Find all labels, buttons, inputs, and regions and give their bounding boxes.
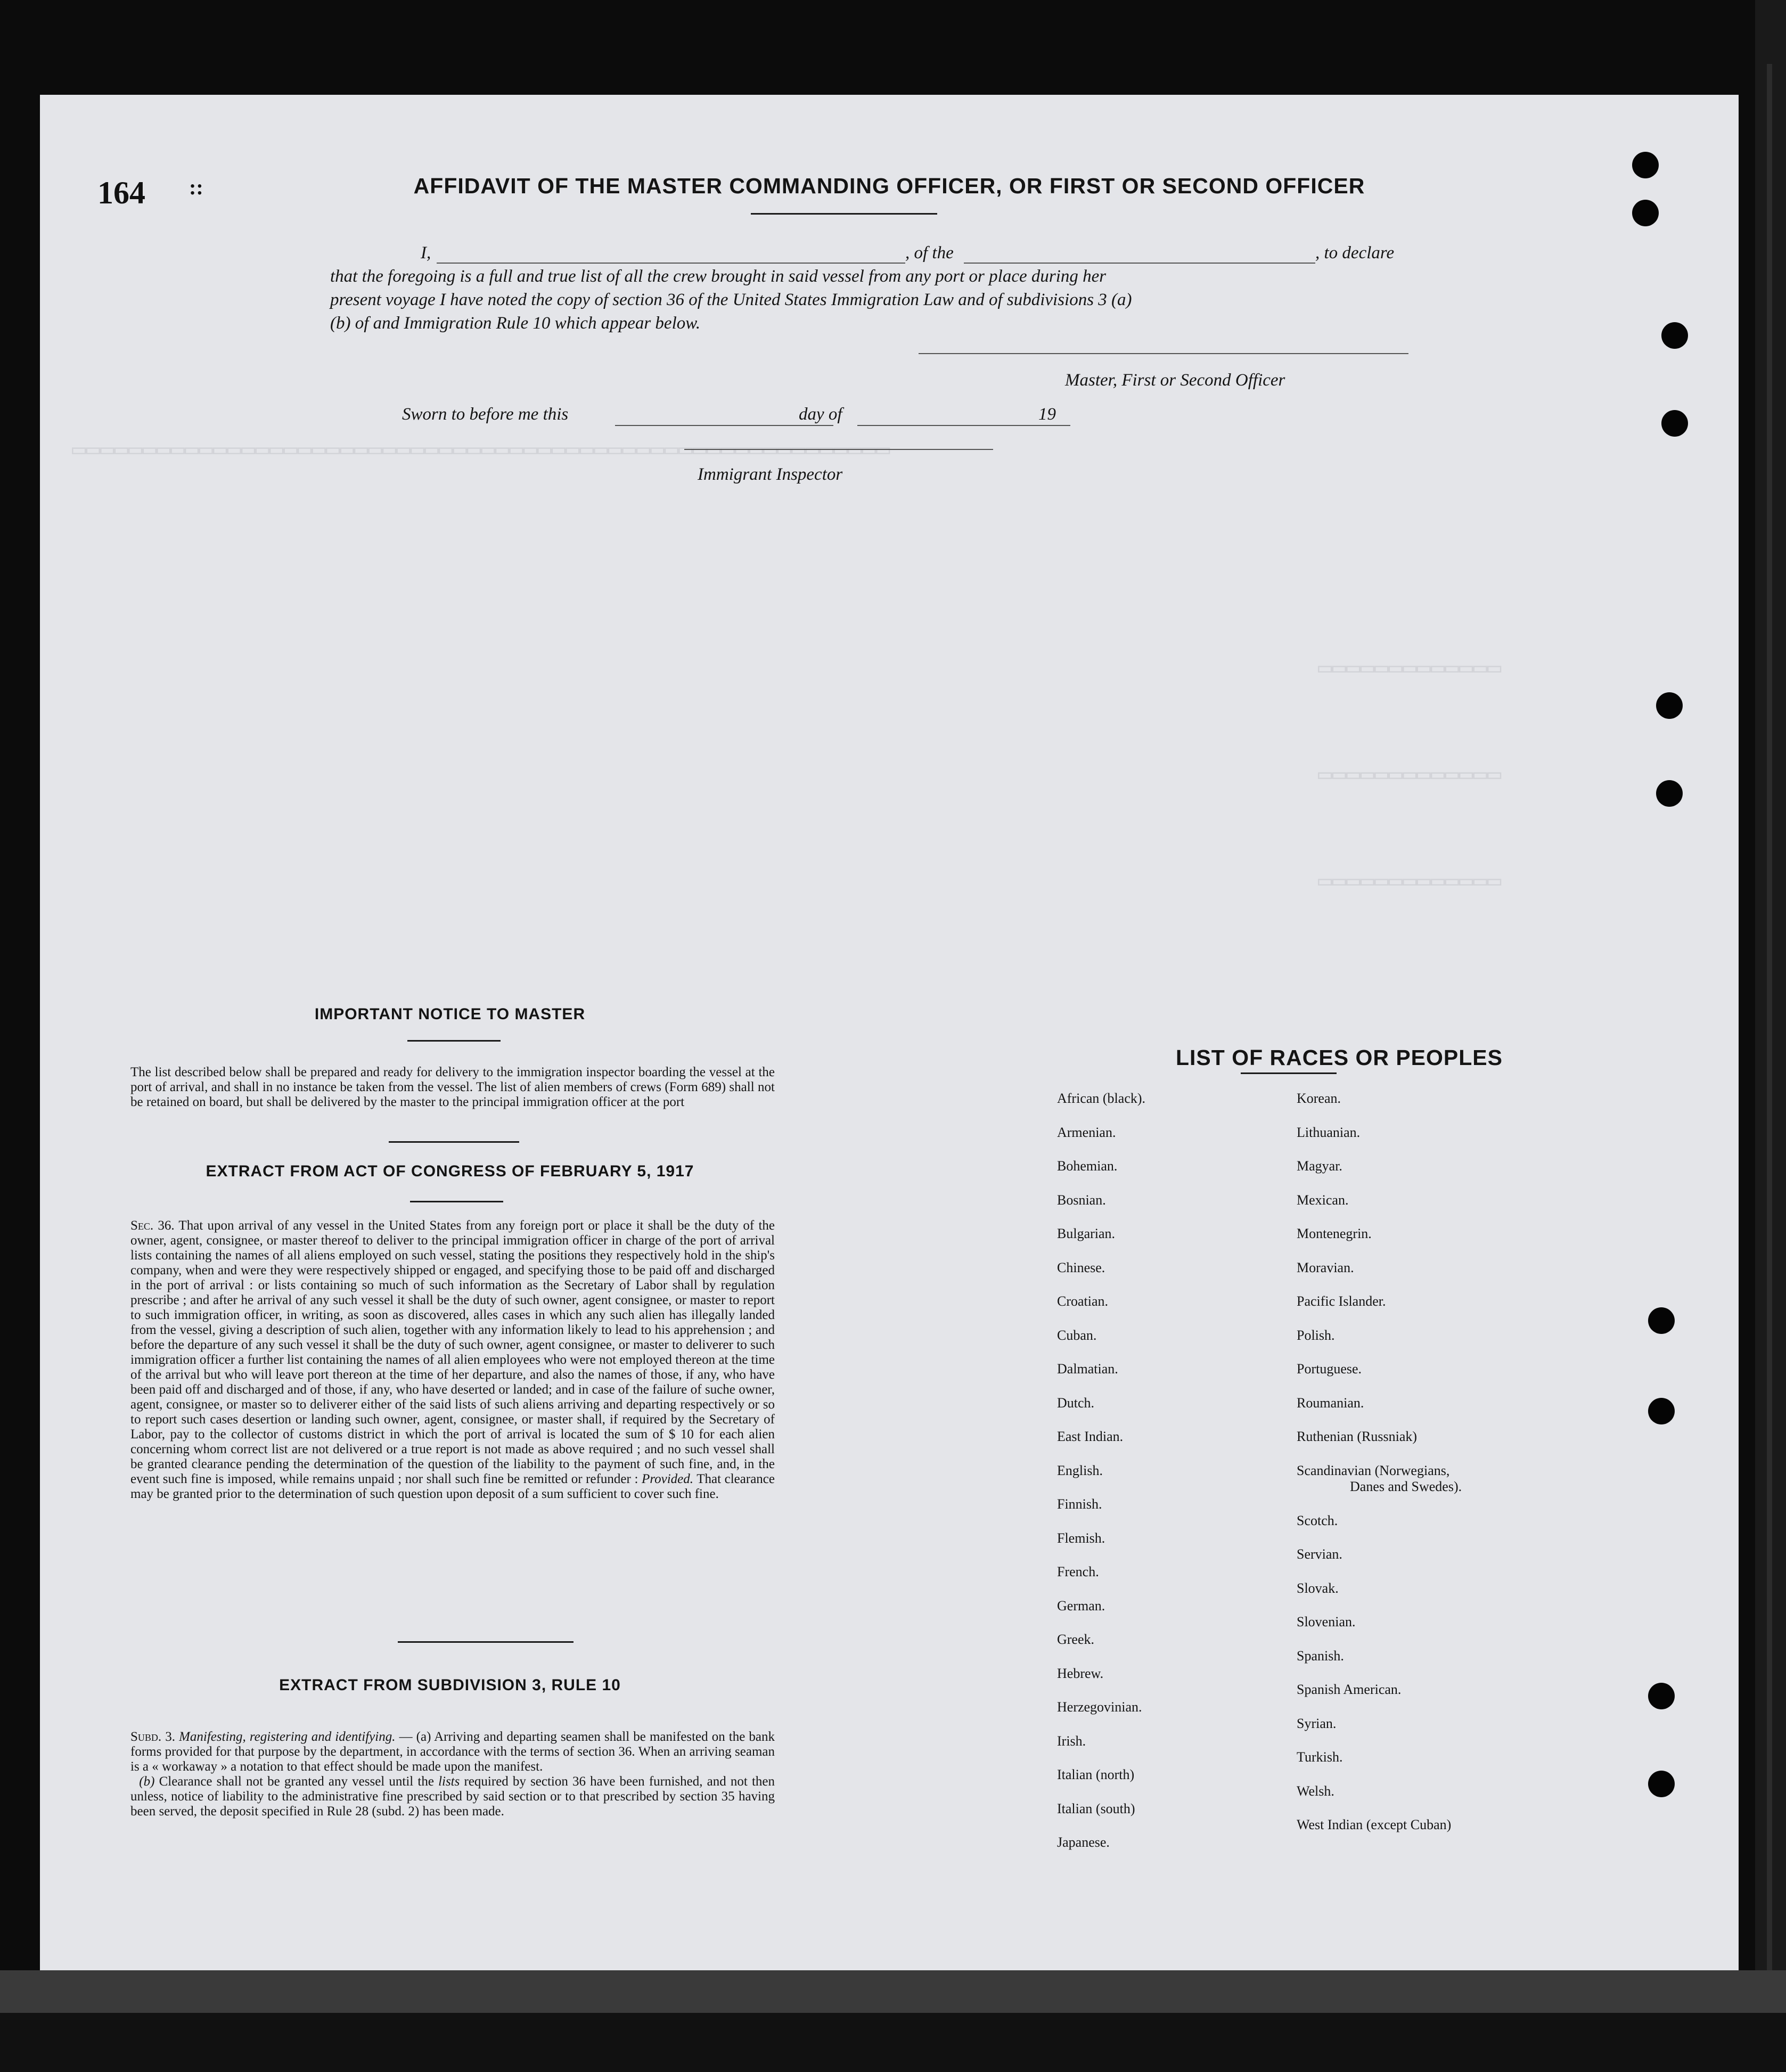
subd-label: Subd. 3. [130, 1730, 175, 1744]
race-item: Turkish. [1297, 1749, 1343, 1765]
race-item: Moravian. [1297, 1259, 1354, 1275]
notice-underline [407, 1040, 501, 1042]
provided-word: Provided. [642, 1472, 694, 1486]
sec-label: Sec. 36. [130, 1218, 175, 1233]
race-item: Croatian. [1057, 1293, 1109, 1309]
race-item: Italian (north) [1057, 1767, 1135, 1782]
binding-hole [1661, 322, 1688, 349]
race-item: English. [1057, 1462, 1103, 1478]
sworn-day-blank [615, 425, 833, 426]
race-item: Italian (south) [1057, 1800, 1135, 1816]
binding-hole [1648, 1307, 1675, 1334]
marginal-dots: :: [189, 175, 203, 199]
race-item: Roumanian. [1297, 1395, 1364, 1411]
declaration-line-4: (b) of and Immigration Rule 10 which appear below. [330, 314, 701, 333]
binding-hole [1648, 1683, 1675, 1709]
race-item: Armenian. [1057, 1124, 1116, 1140]
binding-hole [1648, 1398, 1675, 1424]
race-item: Bosnian. [1057, 1192, 1106, 1208]
race-item: Welsh. [1297, 1783, 1334, 1799]
race-item: Herzegovinian. [1057, 1699, 1142, 1715]
act-divider [398, 1641, 574, 1643]
bleed-through: ▭▭▭▭▭▭▭▭▭▭▭▭▭ [1318, 763, 1502, 789]
race-item: Spanish. [1297, 1648, 1344, 1664]
race-item: Portuguese. [1297, 1361, 1362, 1377]
vessel-blank [964, 263, 1315, 264]
lists-word: lists [438, 1774, 460, 1789]
affidavit-declaration [330, 241, 1422, 335]
race-item: Slovenian. [1297, 1614, 1356, 1629]
signature-label: Master, First or Second Officer [1065, 371, 1285, 390]
race-item: Magyar. [1297, 1158, 1342, 1174]
declaration-line-2: that the foregoing is a full and true list of all the crew brought in said vessel from any port or place during her [330, 267, 1107, 286]
race-item: Danes and Swedes). [1350, 1479, 1462, 1494]
act-title: EXTRACT FROM ACT OF CONGRESS OF FEBRUARY 5, 1917 [206, 1162, 694, 1180]
declaration-prefix: I, [421, 243, 431, 263]
declaration-line-1 [330, 241, 1422, 265]
race-item: Montenegrin. [1297, 1226, 1372, 1241]
race-item: Mexican. [1297, 1192, 1349, 1208]
sworn-label: Sworn to before me this [402, 405, 569, 424]
sworn-month-blank [857, 425, 1070, 426]
binding-hole [1656, 692, 1683, 719]
binding-hole [1656, 780, 1683, 807]
scan-strip [1767, 64, 1772, 1981]
race-item: Ruthenian (Russniak) [1297, 1429, 1418, 1444]
race-item: Scotch. [1297, 1512, 1338, 1528]
race-item: Spanish American. [1297, 1682, 1402, 1697]
affidavit-title: AFFIDAVIT OF THE MASTER COMMANDING OFFICER, OR FIRST OR SECOND OFFICER [413, 174, 1365, 198]
page-mark: 164 [97, 175, 145, 210]
binding-hole [1648, 1771, 1675, 1797]
race-item: Greek. [1057, 1632, 1095, 1647]
binding-hole [1661, 410, 1688, 437]
sworn-year: 19 [1038, 405, 1056, 424]
race-item: Irish. [1057, 1733, 1086, 1749]
declaration-mid: , of the [905, 243, 954, 263]
rule-text-a: — (a) Arriving and departing seamen shall be manifested on the bank forms provided for that purpose by the department, in accordance with the terms of section 36. When an arriving seaman is a « workaway » a notation to that effect should be made upon the manifest. [130, 1730, 775, 1774]
inspector-label: Immigrant Inspector [698, 465, 843, 484]
race-item: Hebrew. [1057, 1665, 1104, 1681]
race-item: Syrian. [1297, 1715, 1337, 1731]
race-item: Dalmatian. [1057, 1361, 1118, 1377]
inspector-line [684, 449, 993, 450]
scan-border-bottom [0, 1970, 1786, 2013]
race-item: Bohemian. [1057, 1158, 1118, 1174]
race-item: Japanese. [1057, 1835, 1110, 1850]
race-item: Finnish. [1057, 1496, 1102, 1512]
notice-title: IMPORTANT NOTICE TO MASTER [314, 1005, 586, 1023]
race-item: Cuban. [1057, 1327, 1097, 1343]
title-underline [751, 213, 937, 215]
race-item: Slovak. [1297, 1580, 1339, 1596]
races-title: LIST OF RACES OR PEOPLES [1175, 1045, 1503, 1070]
race-item: African (black). [1057, 1091, 1146, 1106]
notice-divider [389, 1141, 519, 1143]
race-item: Scandinavian (Norwegians, [1297, 1462, 1450, 1478]
race-item: West Indian (except Cuban) [1297, 1817, 1452, 1832]
bleed-through: ▭▭▭▭▭▭▭▭▭▭▭▭▭ [1318, 656, 1502, 683]
race-item: Korean. [1297, 1091, 1341, 1106]
race-item: Servian. [1297, 1546, 1342, 1562]
race-item: Dutch. [1057, 1395, 1095, 1411]
race-item: Polish. [1297, 1327, 1335, 1343]
notice-text: The list described below shall be prepared and ready for delivery to the immigration inspector boarding the vessel at the port of arrival, and shall in no instance be taken from the vessel. The list of alien members of crews (Form 689) shall not be retained on board, but shall be delivered by the master to the principal immigration officer at the port [130, 1065, 775, 1109]
binding-hole [1632, 200, 1659, 226]
race-item: Chinese. [1057, 1259, 1105, 1275]
declaration-suffix: , to declare [1315, 243, 1395, 263]
scan-border-bottom-dark [0, 2013, 1786, 2072]
signature-line [919, 353, 1408, 354]
race-item: Pacific Islander. [1297, 1293, 1386, 1309]
race-item: Flemish. [1057, 1530, 1105, 1546]
declaration-line-3: present voyage I have noted the copy of section 36 of the United States Immigration Law and of subdivisions 3 (a) [330, 290, 1132, 309]
b-label: (b) [139, 1774, 155, 1789]
race-item: French. [1057, 1564, 1099, 1579]
sworn-day-of: day of [799, 405, 842, 424]
races-underline [1241, 1072, 1337, 1074]
race-item: German. [1057, 1598, 1105, 1614]
act-text-end: That clearance may be granted prior to the determination of such question upon deposit of a sum sufficient to cover such fine. [130, 1472, 775, 1501]
act-text-main: That upon arrival of any vessel in the United States from any foreign port or place it shall be the duty of the owner, agent, consignee, or master thereof to deliver to the principal immigration officer in charge of the port of arrival lists containing the names of all aliens employed on such vessel, stating the positions they respectively hold in the ship's company, when and were they were respectively shipped or engaged, and specifying those to be paid off and discharged in the port of arrival : or lists containing so much of such information as the Secretary of Labor shall by regulation prescribe ; and after he arrival of any such vessel it shall be the duty of such owner, agent consignee, or master to report to such immigration officer, in writing, as soon as discovered, alles cases in which any such alien has illegally landed from the vessel, giving a description of such alien, together with any information likely to lead to his apprehension ; and before the departure of any such vessel it shall be the duty of such owner, agent consignee, or master to deliverer to such immigration officer a further list containing the names of all alien employees who were not employed thereon at the time of the arrival but who will leave port thereon at the time of her departure, and also the names of those, if any, who have been paid off and discharged and of those, if any, who have deserted or landed; and in case of the failure of suche owner, agent, consignee, or master so to deliverer either of the said lists of such aliens arriving and departing respectively or so to report such cases desertion or landing such owner, agent, consignee, or master shall, if required by the Secretary of Labor, pay to the collector of customs district in which the port of arrival is located the sum of $ 10 for each alien concerning whom correct list are not delivered or a true report is not made as above required ; and no such vessel shall be granted clearance pending the determination of the question of the liability to the payment of such fine, and, in the event such fine is imposed, while remains unpaid ; nor shall such fine be remitted or refunder : [130, 1218, 775, 1486]
name-blank [437, 263, 905, 264]
bleed-through: ▭▭▭▭▭▭▭▭▭▭▭▭▭▭▭▭▭▭▭▭▭▭▭▭▭▭▭▭▭▭▭▭▭▭▭▭▭▭▭▭▭▭▭▭▭▭▭▭▭▭▭▭▭▭▭▭▭▭ [72, 438, 890, 464]
binding-hole [1632, 152, 1659, 178]
race-item: Bulgarian. [1057, 1226, 1116, 1241]
rule-text-b2: required by section 36 have been furnished, and not then unless, notice of liability to the administrative fine prescribed by said section or to that prescribed by section 35 having been served, the deposit specified in Rule 28 (subd. 2) has been made. [130, 1774, 775, 1819]
bleed-through: ▭▭▭▭▭▭▭▭▭▭▭▭▭ [1318, 869, 1502, 896]
document-page [40, 95, 1739, 1970]
race-item: Lithuanian. [1297, 1124, 1361, 1140]
subd-heading: Manifesting, registering and identifying. [179, 1730, 396, 1744]
race-item: East Indian. [1057, 1429, 1124, 1444]
rule-text [130, 1730, 775, 1819]
act-text [130, 1218, 775, 1502]
rule-text-b1: Clearance shall not be granted any vessel until the [159, 1774, 434, 1789]
rule-title: EXTRACT FROM SUBDIVISION 3, RULE 10 [279, 1676, 621, 1694]
act-underline [410, 1201, 503, 1202]
